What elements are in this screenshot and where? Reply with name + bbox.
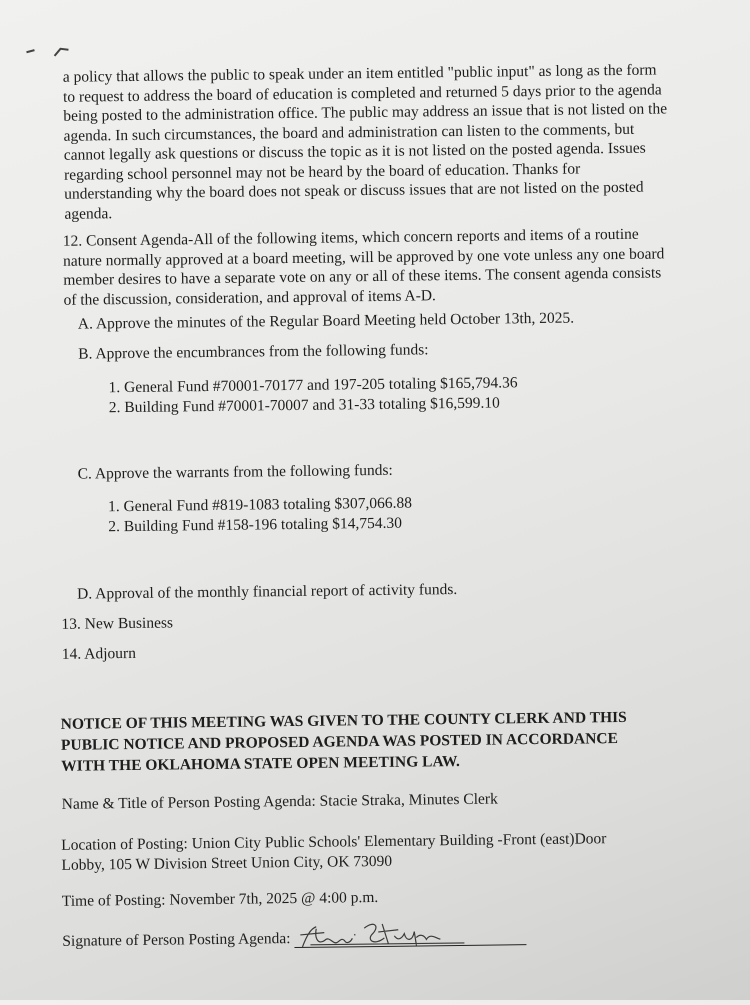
text-line: member desires to have a separate vote on any or all of these items. The consent agenda consists: [63, 264, 662, 289]
text-line: being posted to the administration office. The public may address an issue that is not listed on the: [63, 100, 668, 125]
location-of-posting: [61, 829, 607, 875]
item-a-text: A. Approve the minutes of the Regular Board Meeting held October 13th, 2025.: [77, 309, 575, 333]
list-item: 1. General Fund #819-1083 totaling $307,066.88: [107, 494, 413, 516]
name-title-text: Name & Title of Person Posting Agenda: Stacie Straka, Minutes Clerk: [61, 790, 498, 813]
text-line: understanding why the board does not speak or discuss issues that are not listed on the posted: [64, 178, 644, 203]
list-item: 1. General Fund #70001-70177 and 197-205 totaling $165,794.36: [108, 374, 518, 397]
text-line: WITH THE OKLAHOMA STATE OPEN MEETING LAW.: [61, 752, 460, 775]
policy-paragraph: [63, 60, 669, 223]
text-line: Lobby, 105 W Division Street Union City, OK 73090: [61, 852, 393, 874]
meeting-notice: [61, 707, 628, 777]
item-c-title: [78, 461, 393, 484]
signature-row: [62, 926, 526, 951]
text-line: 12. Consent Agenda-All of the following items, which concern reports and items of a routine: [62, 225, 639, 250]
item-b-title: [78, 340, 429, 364]
text-line: agenda.: [64, 204, 113, 223]
text-line: of the discussion, consideration, and approval of items A-D.: [63, 286, 436, 309]
item-13-text: 13. New Business: [61, 614, 174, 633]
text-line: Location of Posting: Union City Public Schools' Elementary Building -Front (east)Door: [61, 830, 607, 854]
name-title-line: [62, 790, 498, 815]
text-line: a policy that allows the public to speak under an item entitled "public input" as long as the form: [62, 61, 657, 86]
time-text: Time of Posting: November 7th, 2025 @ 4:00 p.m.: [61, 888, 379, 910]
item-13: [61, 613, 173, 634]
item-c-list: [108, 494, 412, 537]
signature-line: [294, 926, 526, 948]
pen-mark: [24, 44, 74, 59]
text-line: to request to address the board of education is completed and returned 5 days prior to the agenda: [62, 80, 662, 106]
item-14-text: 14. Adjourn: [61, 644, 137, 663]
text-line: agenda. In such circumstances, the board and administration can listen to the comments, but: [63, 120, 635, 145]
time-of-posting: [62, 888, 379, 911]
list-item: 2. Building Fund #158-196 totaling $14,754.30: [108, 514, 403, 535]
item-b-list: [108, 373, 517, 417]
text-line: regarding school personnel may not be heard by the board of education. Thanks for: [63, 159, 581, 184]
item-d: [77, 580, 457, 604]
handwritten-signature: [294, 917, 474, 951]
text-line: NOTICE OF THIS MEETING WAS GIVEN TO THE COUNTY CLERK AND THIS: [60, 708, 627, 733]
signature-label: Signature of Person Posting Agenda:: [62, 930, 291, 950]
text-line: PUBLIC NOTICE AND PROPOSED AGENDA WAS POSTED IN ACCORDANCE: [60, 730, 618, 754]
item-a: [78, 309, 575, 335]
list-item: 2. Building Fund #70001-70007 and 31-33 totaling $16,599.10: [108, 393, 500, 416]
consent-agenda-item: [63, 224, 665, 309]
item-d-text: D. Approval of the monthly financial report of activity funds.: [77, 581, 458, 603]
item-b-text: B. Approve the encumbrances from the following funds:: [78, 341, 429, 363]
text-line: nature normally approved at a board meeting, will be approved by one vote unless any one board: [62, 244, 665, 270]
text-line: cannot legally ask questions or discuss the topic as it is not listed on the posted agenda. Issues: [63, 139, 646, 164]
item-c-text: C. Approve the warrants from the following funds:: [77, 461, 393, 483]
item-14: [62, 644, 136, 664]
